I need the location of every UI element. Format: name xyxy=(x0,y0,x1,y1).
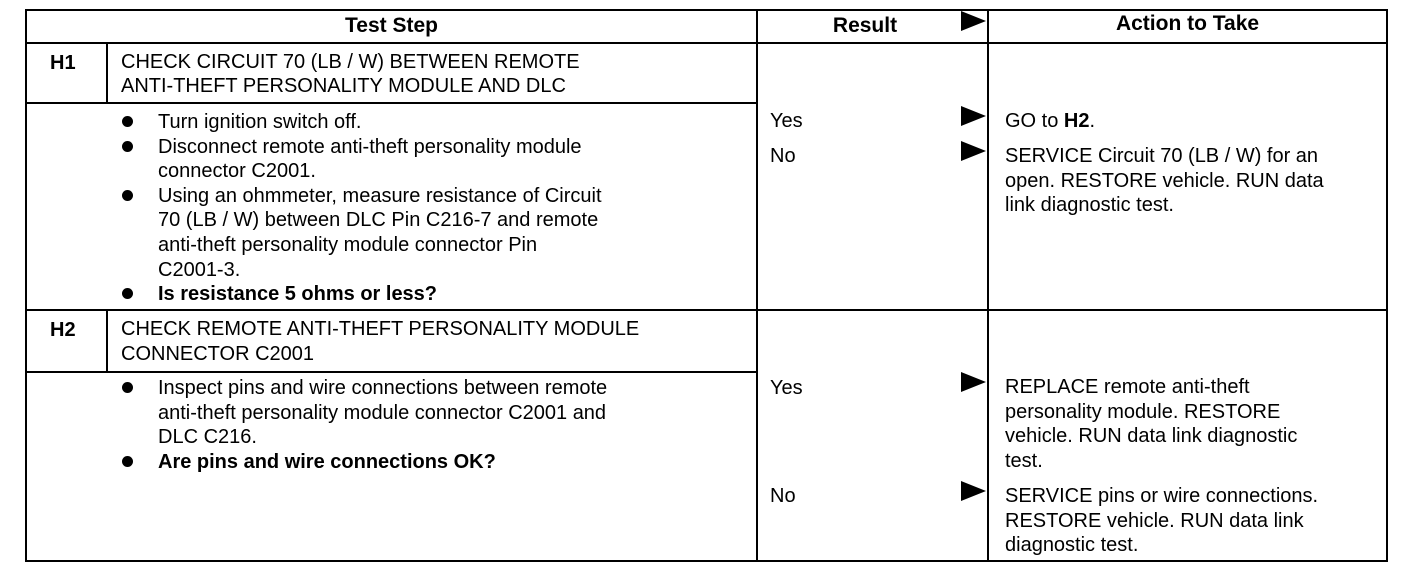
step-id-h2: H2 xyxy=(50,319,76,341)
bullet-item: Turn ignition switch off. xyxy=(117,110,602,135)
arrow-icon xyxy=(961,141,986,161)
action-h1-no: SERVICE Circuit 70 (LB / W) for an open. RESTORE vehicle. RUN data link diagnostic test. xyxy=(1005,145,1324,216)
bullet-item-question: Are pins and wire connections OK? xyxy=(117,450,607,475)
header-result: Result xyxy=(832,14,898,37)
step-title-h2-line2: CONNECTOR C2001 xyxy=(121,343,315,365)
result-h1-yes: Yes xyxy=(770,110,803,132)
result-h2-no: No xyxy=(770,485,796,507)
arrow-icon xyxy=(961,372,986,392)
h2-title-rule xyxy=(25,371,758,373)
bullet-icon xyxy=(122,456,133,467)
step-title-h2-line1: CHECK REMOTE ANTI-THEFT PERSONALITY MODULE xyxy=(121,318,640,340)
result-h1-no: No xyxy=(770,145,796,167)
result-h2-yes: Yes xyxy=(770,377,803,399)
step-title-h1-line2: ANTI-THEFT PERSONALITY MODULE AND DLC xyxy=(121,75,566,97)
h2-id-divider xyxy=(106,309,108,373)
col-divider-step-result xyxy=(756,9,758,562)
step-h1-bullets xyxy=(117,110,602,307)
bullet-icon xyxy=(122,190,133,201)
arrow-icon xyxy=(961,481,986,501)
bullet-icon xyxy=(122,382,133,393)
header-test-step: Test Step xyxy=(345,14,438,37)
bullet-icon xyxy=(122,141,133,152)
bullet-item: Using an ohmmeter, measure resistance of Circuit 70 (LB / W) between DLC Pin C216-7 and remote anti-theft personality module connector Pin C2001-3. xyxy=(117,184,602,282)
h1-id-divider xyxy=(106,42,108,104)
step-h2-bullets xyxy=(117,376,607,474)
action-h2-yes: REPLACE remote anti-theft personality module. RESTORE vehicle. RUN data link diagnostic test. xyxy=(1005,376,1298,472)
bullet-item: Inspect pins and wire connections between remote anti-theft personality module connector C2001 and DLC C216. xyxy=(117,376,607,450)
action-h2-no: SERVICE pins or wire connections. RESTORE vehicle. RUN data link diagnostic test. xyxy=(1005,485,1319,556)
header-arrow-icon xyxy=(961,11,986,31)
bullet-item-question: Is resistance 5 ohms or less? xyxy=(117,282,602,307)
step-title-h1-line1: CHECK CIRCUIT 70 (LB / W) BETWEEN REMOTE xyxy=(121,51,580,73)
h1-title-rule xyxy=(25,102,758,104)
border-bottom xyxy=(25,560,1388,562)
border-right xyxy=(1386,9,1388,562)
step-separator xyxy=(25,309,1388,311)
header-rule xyxy=(25,42,1388,44)
border-left xyxy=(25,9,27,562)
header-action: Action to Take xyxy=(1115,12,1260,35)
col-divider-result-action xyxy=(987,9,989,562)
bullet-item: Disconnect remote anti-theft personality module connector C2001. xyxy=(117,135,602,184)
bullet-icon xyxy=(122,288,133,299)
bullet-icon xyxy=(122,116,133,127)
action-h1-yes: GO to H2. xyxy=(1005,110,1096,132)
arrow-icon xyxy=(961,106,986,126)
step-id-h1: H1 xyxy=(50,52,76,74)
